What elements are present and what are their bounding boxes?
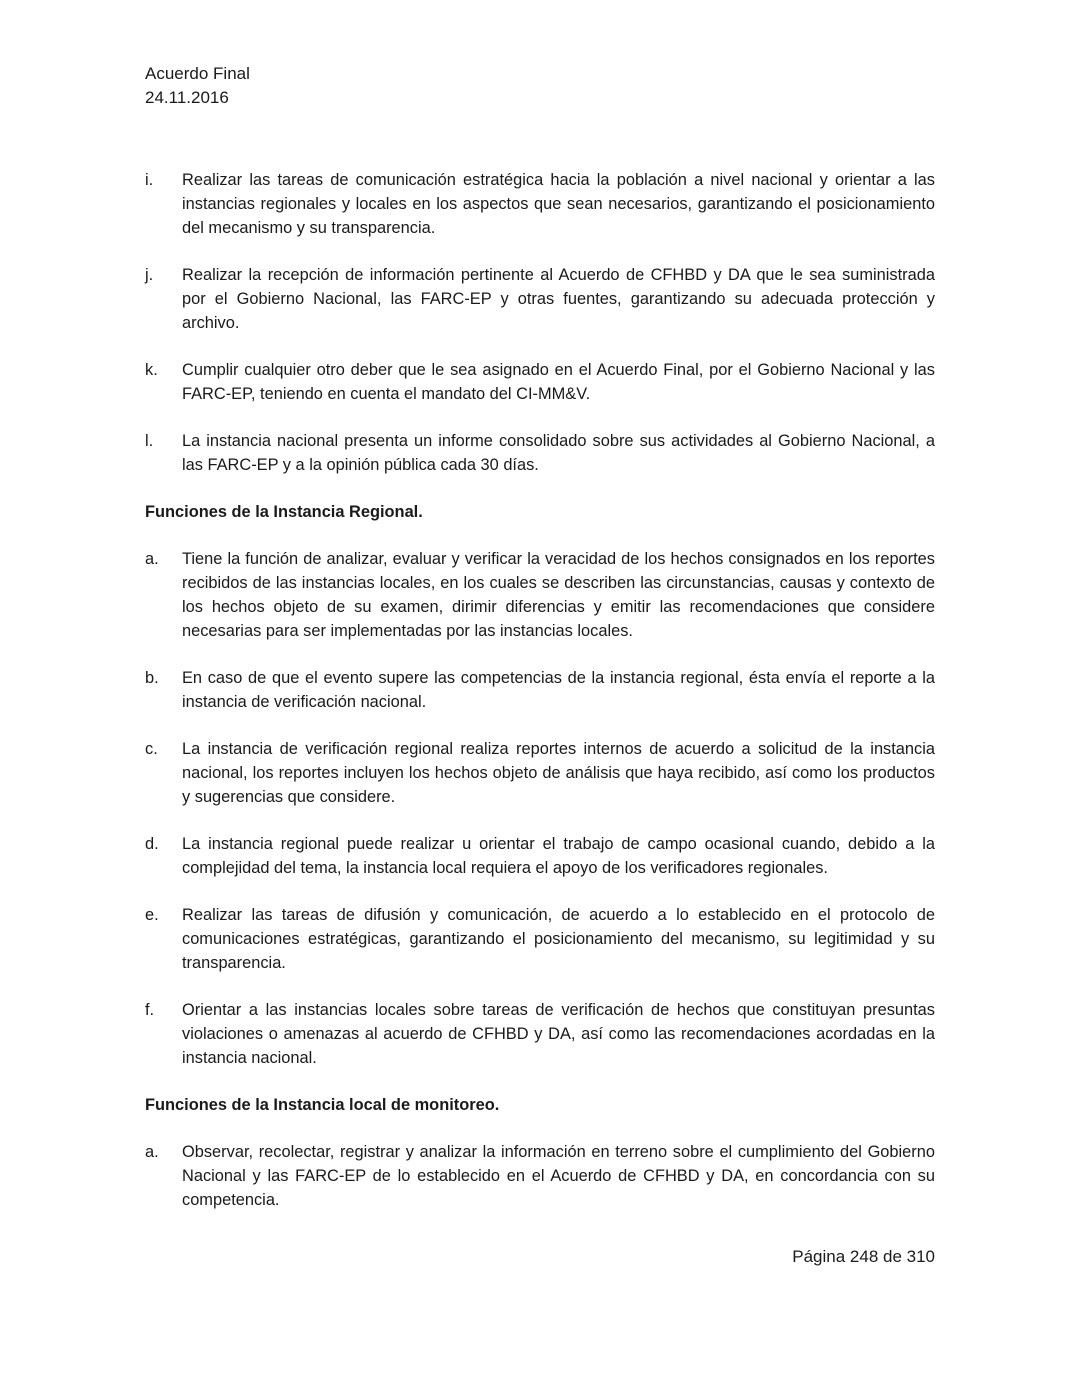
list-marker: j. [145,266,154,284]
section-heading-local: Funciones de la Instancia local de monitoreo. [145,1096,500,1114]
list-marker: e. [145,906,159,924]
document-date: 24.11.2016 [145,88,229,107]
list-item [145,168,935,240]
list-text: Orientar a las instancias locales sobre tareas de verificación de hechos que constituyan presuntas violaciones o amenazas al acuerdo de CFHBD y DA, así como las recomendaciones acordadas en la instancia nacional. [182,1001,935,1067]
list-marker: d. [145,835,159,853]
page-content [145,168,935,1235]
list-item [145,1140,935,1212]
list-marker: a. [145,1143,159,1161]
list-item [145,429,935,477]
list-marker: b. [145,669,159,687]
list-item [145,358,935,406]
list-text: La instancia de verificación regional realiza reportes internos de acuerdo a solicitud de la instancia nacional, los reportes incluyen los hechos objeto de análisis que haya recibido, así como los productos y sugerencias que considere. [182,740,935,806]
list-text: Realizar la recepción de información pertinente al Acuerdo de CFHBD y DA que le sea suministrada por el Gobierno Nacional, las FARC-EP y otras fuentes, garantizando su adecuada protección y archivo. [182,266,935,332]
list-text: Observar, recolectar, registrar y analizar la información en terreno sobre el cumplimiento del Gobierno Nacional y las FARC-EP de lo establecido en el Acuerdo de CFHBD y DA, en concordancia con su competencia. [182,1143,935,1209]
page-number: Página 248 de 310 [792,1247,935,1266]
list-item [145,547,935,643]
list-text: La instancia nacional presenta un informe consolidado sobre sus actividades al Gobierno Nacional, a las FARC-EP y a la opinión pública cada 30 días. [182,432,935,474]
list-item [145,832,935,880]
document-title: Acuerdo Final [145,64,250,83]
page-header [145,62,250,110]
section-heading-regional: Funciones de la Instancia Regional. [145,503,423,521]
list-text: Tiene la función de analizar, evaluar y verificar la veracidad de los hechos consignados en los reportes recibidos de las instancias locales, en los cuales se describen las circunstancias, causas y contexto de los hechos objeto de su examen, dirimir diferencias y emitir las recomendaciones que considere necesarias para ser implementadas por las instancias locales. [182,550,935,640]
list-text: La instancia regional puede realizar u orientar el trabajo de campo ocasional cuando, debido a la complejidad del tema, la instancia local requiera el apoyo de los verificadores regionales. [182,835,935,877]
list-marker: i. [145,171,154,189]
list-text: Realizar las tareas de difusión y comunicación, de acuerdo a lo establecido en el protocolo de comunicaciones estratégicas, garantizando el posicionamiento del mecanismo, su legitimidad y su transparencia. [182,906,935,972]
list-marker: l. [145,432,154,450]
list-item [145,903,935,975]
list-item [145,263,935,335]
list-text: Cumplir cualquier otro deber que le sea asignado en el Acuerdo Final, por el Gobierno Nacional y las FARC-EP, teniendo en cuenta el mandato del CI-MM&V. [182,361,935,403]
list-marker: f. [145,1001,155,1019]
list-item [145,737,935,809]
list-item [145,998,935,1070]
list-text: En caso de que el evento supere las competencias de la instancia regional, ésta envía el reporte a la instancia de verificación nacional. [182,669,935,711]
list-marker: c. [145,740,158,758]
list-marker: a. [145,550,159,568]
list-item [145,666,935,714]
list-text: Realizar las tareas de comunicación estratégica hacia la población a nivel nacional y orientar a las instancias regionales y locales en los aspectos que sean necesarios, garantizando el posicionamiento del mecanismo y su transparencia. [182,171,935,237]
list-marker: k. [145,361,158,379]
